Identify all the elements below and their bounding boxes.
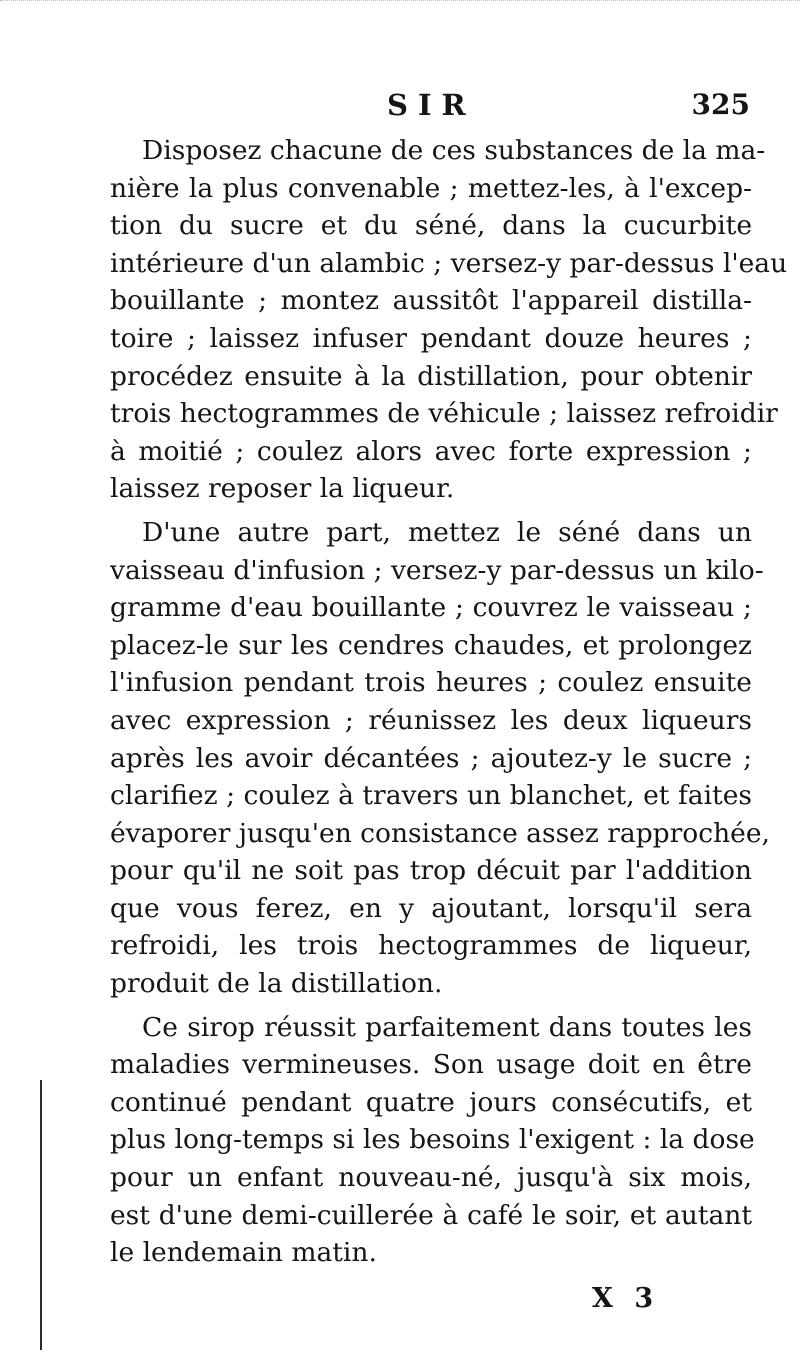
- text-line: tion du sucre et du séné, dans la cucurbite: [110, 210, 752, 242]
- text-line: bouillante ; montez aussitôt l'appareil distilla-: [110, 285, 752, 317]
- text-line: nière la plus convenable ; mettez-les, à l'excep-: [110, 172, 752, 204]
- running-title: SIR: [387, 88, 476, 122]
- text-line: gramme d'eau bouillante ; couvrez le vaisseau ;: [110, 592, 752, 624]
- text-line: est d'une demi-cuillerée à café le soir, et autant: [110, 1199, 752, 1231]
- text-line: continué pendant quatre jours consécutifs, et: [110, 1086, 752, 1118]
- text-line: avec expression ; réunissez les deux liqueurs: [110, 704, 752, 736]
- text-line: produit de la distillation.: [110, 968, 443, 1000]
- text-line: plus long-temps si les besoins l'exigent : la dose: [110, 1124, 755, 1156]
- body-text: [110, 132, 788, 1278]
- page-header: [110, 88, 750, 128]
- text-line: à moitié ; coulez alors avec forte expression ;: [110, 435, 752, 467]
- text-line: que vous ferez, en y ajoutant, lorsqu'il sera: [110, 892, 752, 924]
- text-line: vaisseau d'infusion ; versez-y par-dessus un kilo-: [110, 554, 764, 586]
- text-line: maladies vermineuses. Son usage doit en être: [110, 1049, 752, 1081]
- paragraph: [110, 132, 788, 508]
- signature-mark: X 3: [592, 1283, 660, 1314]
- text-line: clarifiez ; coulez à travers un blanchet, et faites: [110, 780, 752, 812]
- text-line: l'infusion pendant trois heures ; coulez ensuite: [110, 667, 752, 699]
- text-line: procédez ensuite à la distillation, pour obtenir: [110, 360, 752, 392]
- text-line: Ce sirop réussit parfaitement dans toutes les: [142, 1011, 752, 1043]
- text-line: Disposez chacune de ces substances de la ma-: [142, 135, 766, 166]
- paragraph: [110, 514, 770, 1003]
- text-line: refroidi, les trois hectogrammes de liqueur,: [110, 930, 752, 962]
- text-line: laissez reposer la liqueur.: [110, 473, 455, 505]
- text-line: trois hectogrammes de véhicule ; laissez refroidir: [110, 398, 778, 430]
- text-line: placez-le sur les cendres chaudes, et prolongez: [110, 629, 752, 661]
- text-line: évaporer jusqu'en consistance assez rapprochée,: [110, 817, 770, 849]
- text-line: après les avoir décantées ; ajoutez-y le sucre ;: [110, 742, 752, 774]
- scan-edge-top: [0, 0, 800, 15]
- text-line: intérieure d'un alambic ; versez-y par-dessus l'eau: [110, 247, 788, 279]
- scan-edge-left: [40, 1080, 42, 1350]
- page-number: 325: [691, 88, 750, 121]
- text-line: pour qu'il ne soit pas trop décuit par l'addition: [110, 855, 752, 887]
- text-line: D'une autre part, mettez le séné dans un: [142, 516, 752, 548]
- text-line: le lendemain matin.: [110, 1237, 377, 1269]
- text-line: pour un enfant nouveau-né, jusqu'à six mois,: [110, 1162, 752, 1194]
- text-line: toire ; laissez infuser pendant douze heures ;: [110, 322, 752, 354]
- paragraph: [110, 1009, 755, 1272]
